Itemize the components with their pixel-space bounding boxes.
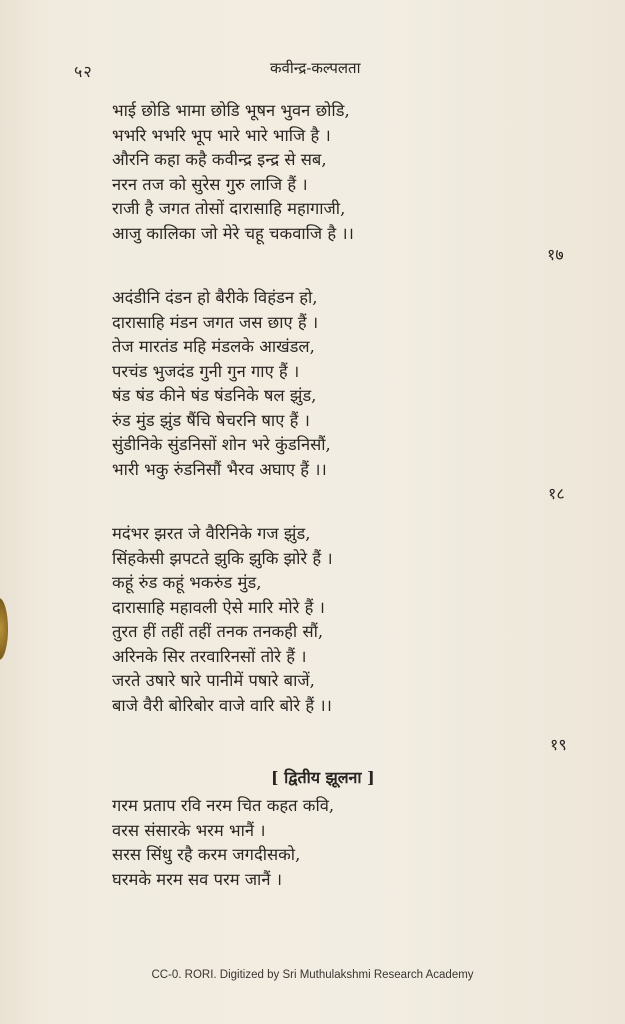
verse-line: रुंड मुंड झुंड षैंचि षेचरनि षाए हैं । [112,410,310,430]
digitization-credit: CC-0. RORI. Digitized by Sri Muthulakshmi Research Academy [151,969,474,981]
verse-line: औरनि कहा कहै कवीन्द्र इन्द्र से सब, [112,150,327,169]
verse-line: गरम प्रताप रवि नरम चित कहत कवि, [112,796,335,815]
verse-line: तेज मारतंड महि मंडलके आखंडल, [112,337,315,356]
verse-line: षंड षंड कीने षंड षंडनिके षल झुंड, [112,386,317,405]
verse-line: भाई छोडि भामा छोडि भूषन भुवन छोडि, [112,101,350,120]
running-head-title: कवीन्द्र-कल्पलता [270,59,361,77]
verse-number: १८ [548,484,565,503]
stanza-17 [112,99,532,246]
verse-line: दारासाहि मंडन जगत जस छाए हैं । [112,312,319,332]
verse-line: आजु कालिका जो मेरे चहू चकवाजि है ।। [112,223,354,243]
page-edge-stain [0,598,8,660]
verse-line: भभरि भभरि भूप भारे भारे भाजि है । [112,125,331,145]
verse-line: सुंडीनिके सुंडनिसों शोन भरे कुंडनिसौं, [112,435,331,454]
verse-line: अरिनके सिर तरवारिनसों तोरे हैं । [112,646,307,666]
verse-line: परचंड भुजदंड गुनी गुन गाए हैं । [112,361,300,381]
verse-line: नरन तज को सुरेस गुरु लाजि हैं । [112,174,308,194]
verse-line: कहूं रुंड कहूं भकरुंड मुंड, [112,573,262,592]
verse-line: तुरत हीं तहीं तहीं तनक तनकही सौं, [112,622,324,641]
verse-line: सरस सिंधु रहै करम जगदीसको, [112,845,301,864]
verse-line: अदंडीनि दंडन हो बैरीके विहंडन हो, [112,288,318,307]
verse-line: सिंहकेसी झपटते झुकि झुकि झोरे हैं । [112,548,333,568]
page-number: ५२ [74,62,93,81]
verse-number: १७ [547,245,564,264]
stanza-jhoolna [112,794,532,892]
verse-line: भारी भकु रुंडनिसौं भैरव अघाए हैं ।। [112,459,327,479]
verse-line: बाजे वैरी बोरिबोर वाजे वारि बोरे हैं ।। [112,695,332,715]
stanza-18 [112,286,532,482]
verse-line: घरमके मरम सव परम जानैं । [112,869,282,889]
verse-line: वरस संसारके भरम भानैं । [112,820,266,840]
verse-line: मदंभर झरत जे वैरिनिके गज झुंड, [112,524,311,543]
verse-number: १९ [550,735,567,754]
verse-line: दारासाहि महावली ऐसे मारि मोरे हैं । [112,597,325,617]
section-heading: [ द्वितीय झूलना ] [271,768,375,787]
verse-line: जरते उषारे षारे पानीमें पषारे बाजें, [112,671,315,690]
stanza-19 [112,522,532,718]
verse-line: राजी है जगत तोसों दारासाहि महागाजी, [112,199,346,218]
